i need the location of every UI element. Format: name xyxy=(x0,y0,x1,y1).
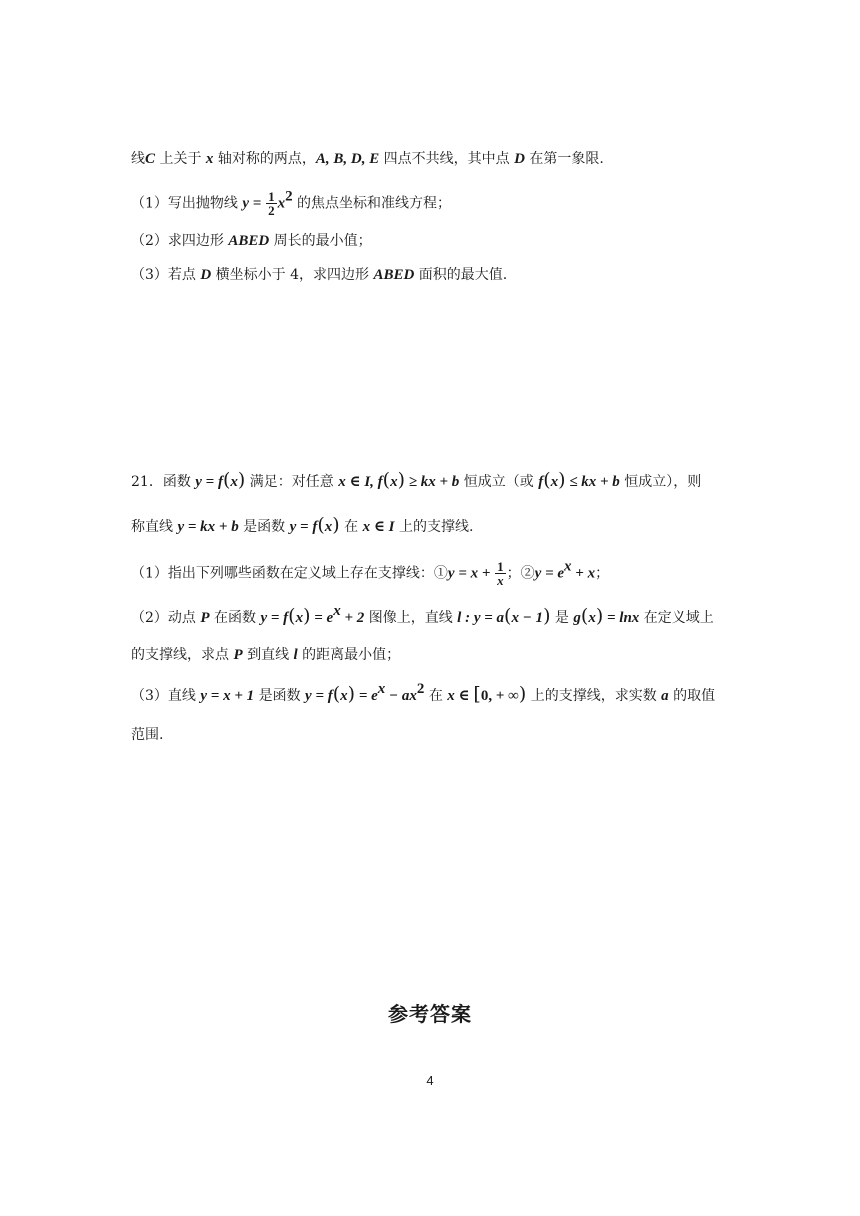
q21-part3-line1: （3）直线 y = x + 1 是函数 $y = f(x) = e^x - ax^2$ 在 x ∈ [0, + ∞) 上的支撑线，求实数 a 的取值 xyxy=(131,681,716,705)
q21-stem-line2: 称直线 y = kx + b 是函数 y = f(x) 在 x ∈ I 上的支撑线. xyxy=(131,514,474,536)
q21-part2-line2: 的支撑线，求点 P 到直线 l 的距离最小值； xyxy=(131,647,401,663)
q20-line0: 线C 上关于 x 轴对称的两点，A, B, D, E 四点不共线，其中点 D 在第一象限. xyxy=(131,151,604,167)
fraction-one-half: $\frac{1}{2}$ xyxy=(268,189,275,218)
q20-part2: （2）求四边形 ABED 周长的最小值； xyxy=(131,233,372,249)
q21-part1: （1）指出下列哪些函数在定义域上存在支撑线：①y = x + $\frac{1}{x}$ ；②y = $e^x + x$； xyxy=(131,558,610,588)
fraction-one-over-x: $\frac{1}{x}$ xyxy=(497,559,504,588)
q21-part2-line1: （2）动点 P 在函数 $y = f(x) = e^x + 2$ 图像上，直线 l : y = a(x − 1) 是 g(x) = lnx 在定义域上 xyxy=(131,603,714,627)
q21-stem-line1: 21．函数 y = f(x) 满足：对任意 x ∈ I, f(x) ≥ kx + b 恒成立（或 f(x) ≤ kx + b 恒成立），则 xyxy=(131,469,702,491)
q21-part3-line2: 范围. xyxy=(131,727,164,743)
page-number: 4 xyxy=(426,1073,434,1088)
q20-part3: （3）若点 D 横坐标小于 4，求四边形 ABED 面积的最大值. xyxy=(131,267,508,283)
answer-section-title: 参考答案 xyxy=(388,1002,472,1026)
q20-part1: （1）写出抛物线 y = $\frac{1}{2}$ $x^2$ 的焦点坐标和准线方程； xyxy=(131,188,452,218)
